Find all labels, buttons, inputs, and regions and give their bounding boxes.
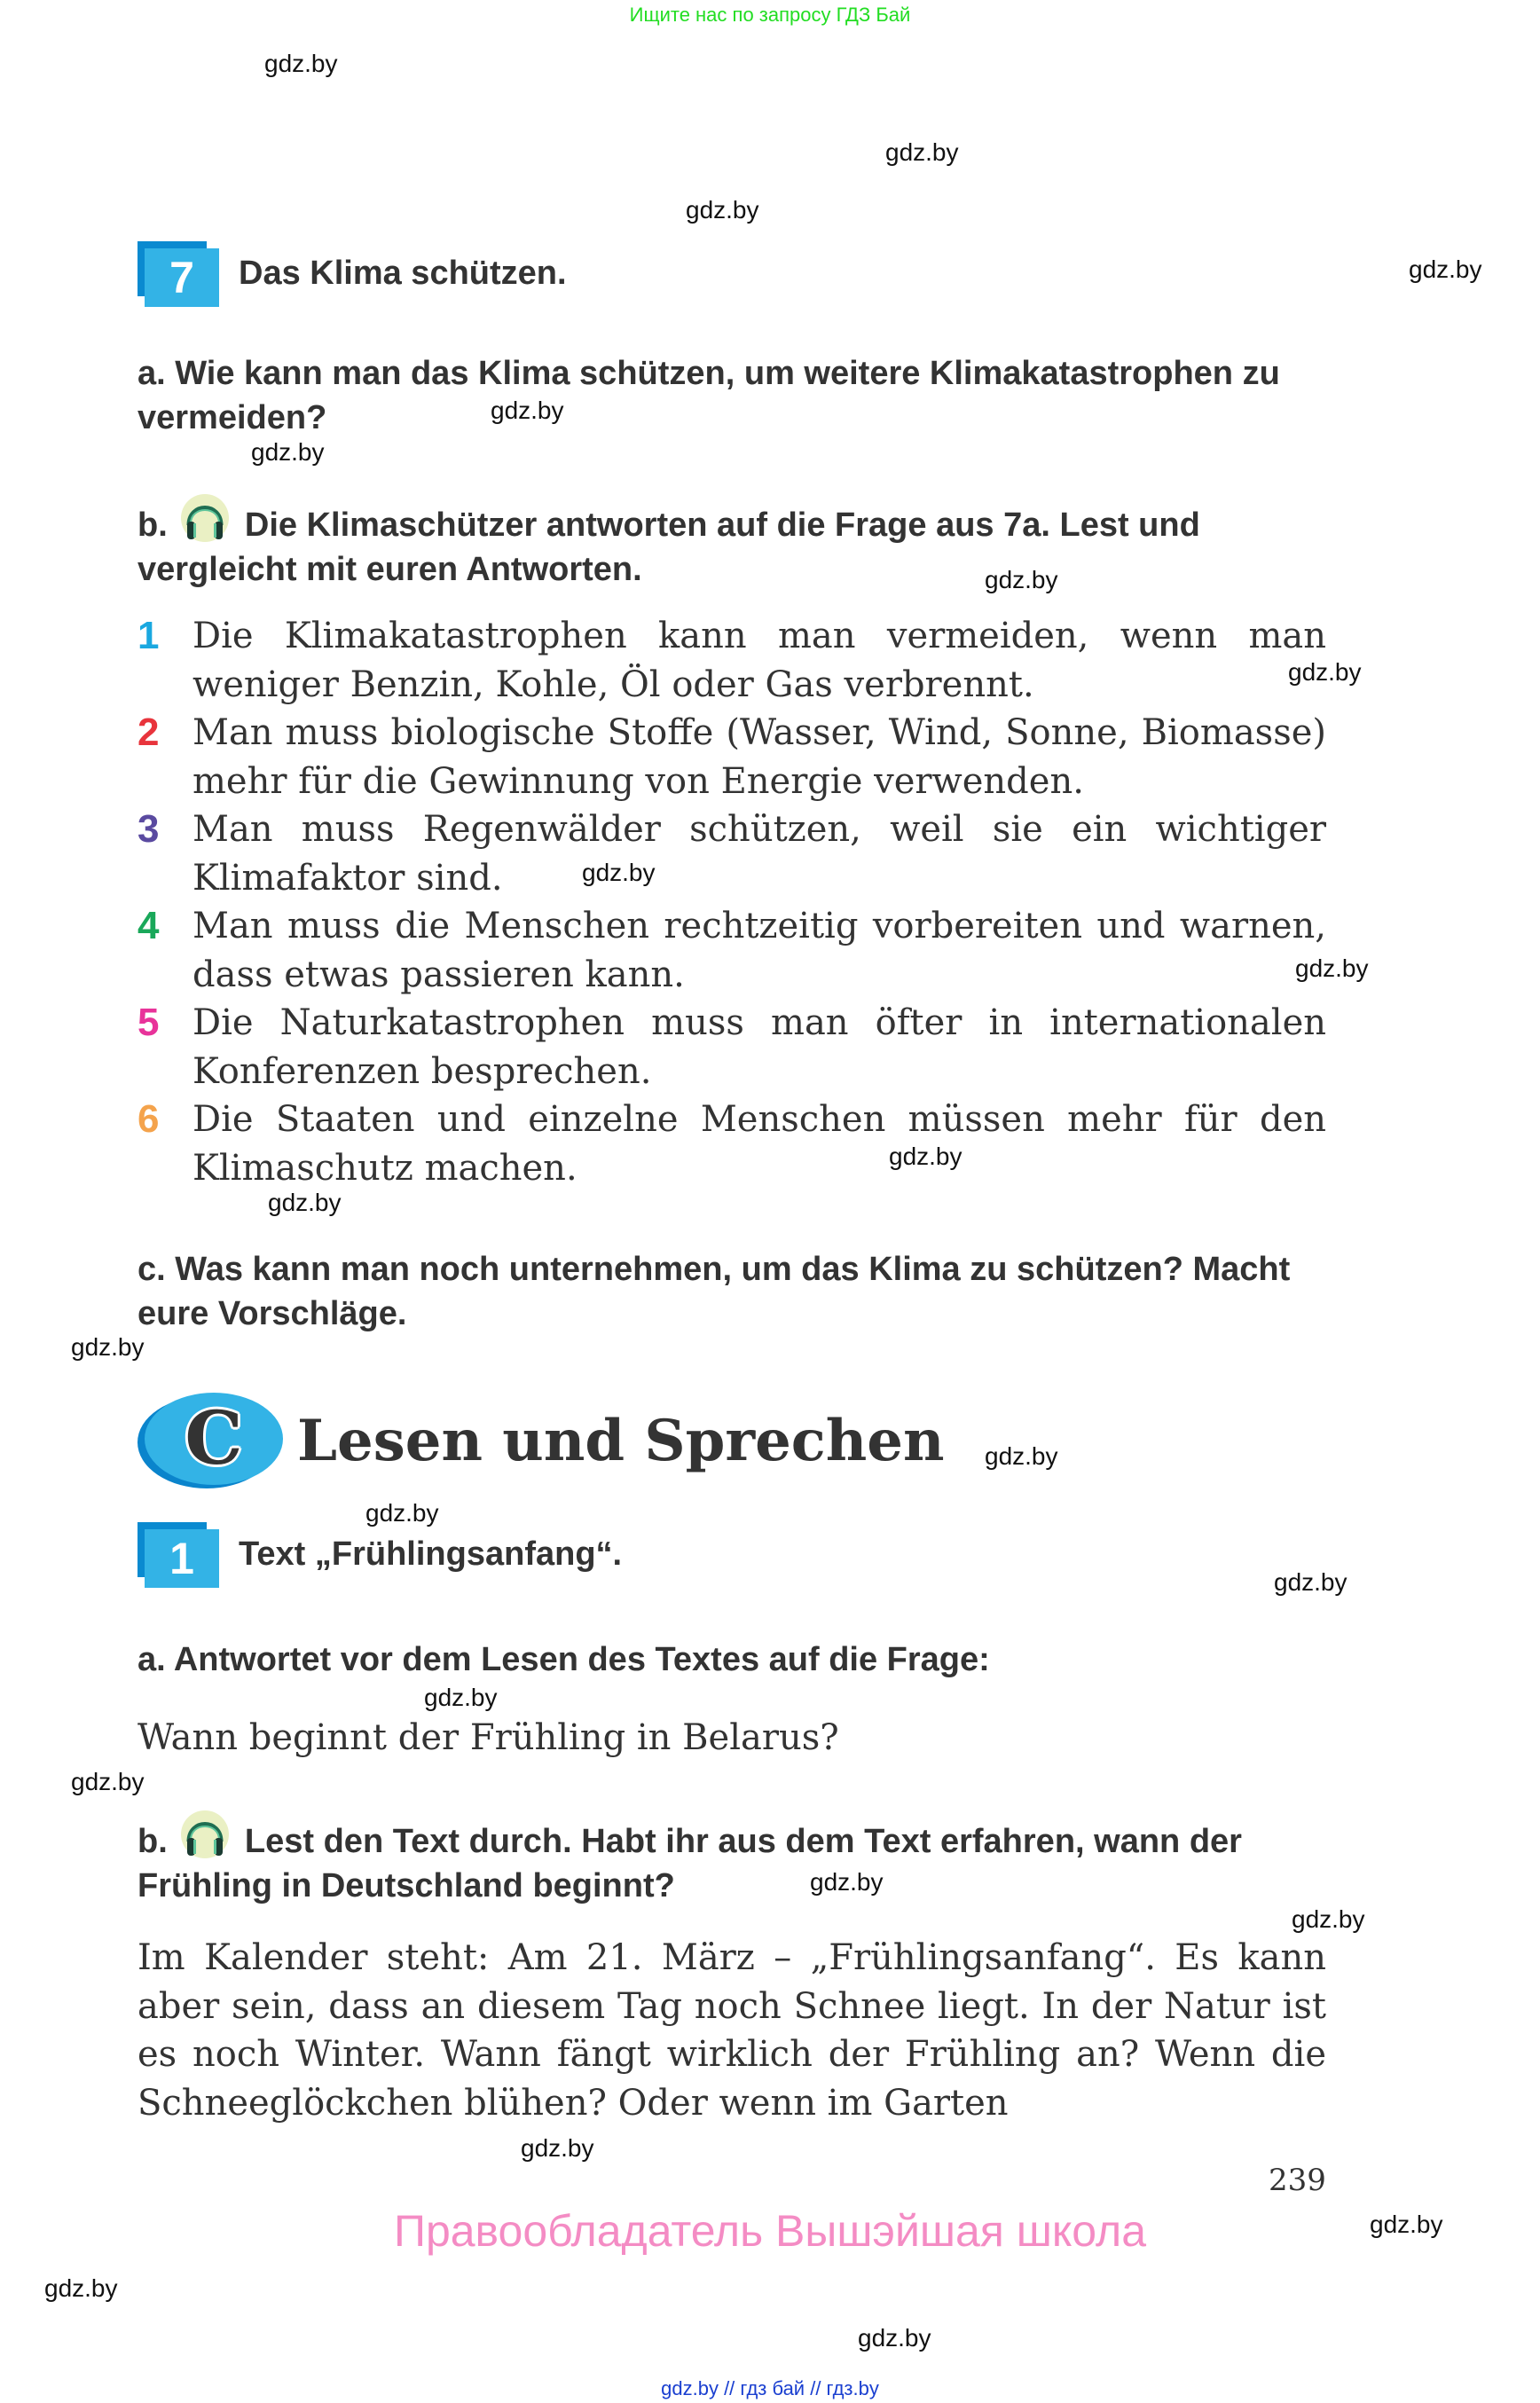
watermark: gdz.by — [1370, 2211, 1443, 2238]
task-number-badge: 1 — [138, 1522, 219, 1586]
task-title: Das Klima schützen. — [239, 254, 567, 292]
watermark: gdz.by — [1274, 1568, 1348, 1596]
task-7a-instruction: a. Wie kann man das Klima schützen, um weitere Klimakatastrophen zu vermeiden? — [138, 355, 1280, 436]
answer-list — [138, 612, 1326, 1192]
task-7-header — [138, 241, 567, 305]
section-header — [138, 1391, 945, 1490]
section-title: Lesen und Sprechen — [297, 1407, 945, 1474]
watermark: gdz.by — [365, 1499, 439, 1527]
watermark: gdz.by — [268, 1189, 342, 1216]
watermark: gdz.by — [71, 1768, 145, 1795]
section-letter-badge: C — [138, 1391, 283, 1490]
list-item: 6 Die Staaten und einzelne Menschen müssen mehr für den Klimaschutz machen. — [138, 1097, 1326, 1189]
list-item: 3 Man muss Regenwälder schützen, weil sie ein wichtiger Klimafaktor sind. — [138, 807, 1326, 899]
watermark: gdz.by — [1409, 255, 1482, 283]
task-1b-instruction: b. Lest den Text durch. Habt ihr aus dem Text erfahren, wann der Frühling in Deutschland beginnt? — [138, 1810, 1326, 1908]
watermark: gdz.by — [885, 138, 959, 166]
question-text: Wann beginnt der Frühling in Belarus? — [138, 1717, 839, 1758]
watermark: gdz.by — [686, 196, 759, 224]
task-title: Text „Frühlingsanfang“. — [239, 1535, 623, 1573]
watermark: gdz.by — [264, 50, 338, 77]
watermark: gdz.by — [1292, 1905, 1365, 1933]
top-banner: Ищите нас по запросу ГДЗ Бай — [629, 4, 911, 26]
watermark: gdz.by — [889, 1143, 962, 1170]
copyright-notice: Правообладатель Вышэйшая школа — [394, 2206, 1146, 2256]
task-7c-instruction: c. Was kann man noch unternehmen, um das Klima zu schützen? Macht eure Vorschläge. — [138, 1251, 1291, 1332]
list-item: 5 Die Naturkatastrophen muss man öfter in internationalen Konferenzen besprechen. — [138, 1001, 1326, 1092]
task-7b-instruction: b. Die Klimaschützer antworten auf die Frage aus 7a. Lest und vergleicht mit euren Antworten. — [138, 493, 1326, 592]
watermark: gdz.by — [44, 2274, 118, 2302]
watermark: gdz.by — [810, 1868, 884, 1896]
watermark: gdz.by — [251, 438, 325, 466]
watermark: gdz.by — [1288, 658, 1362, 686]
reading-text: Im Kalender steht: Am 21. März – „Frühlingsanfang“. Es kann aber sein, dass an diesem Tag noch Schnee liegt. In der Natur ist es noch Winter. Wann fängt wirklich der Frühling an? Wenn die Schneeglöckchen blühen? Oder wenn im Garten — [138, 1937, 1326, 2124]
task-number-badge: 7 — [138, 241, 219, 305]
watermark: gdz.by — [582, 859, 656, 886]
task-1-header — [138, 1522, 622, 1586]
watermark: gdz.by — [1295, 954, 1369, 982]
page-number: 239 — [1269, 2163, 1326, 2198]
watermark: gdz.by — [985, 1442, 1058, 1470]
list-item: 1 Die Klimakatastrophen kann man vermeiden, wenn man weniger Benzin, Kohle, Öl oder Gas verbrennt. — [138, 614, 1326, 705]
list-item: 4 Man muss die Menschen rechtzeitig vorbereiten und warnen, dass etwas passieren kann. — [138, 904, 1326, 995]
watermark: gdz.by — [424, 1684, 498, 1711]
bottom-links[interactable]: gdz.by // гдз бай // гдз.by — [661, 2377, 879, 2399]
watermark: gdz.by — [858, 2324, 931, 2352]
list-item: 2 Man muss biologische Stoffe (Wasser, Wind, Sonne, Biomasse) mehr für die Gewinnung von Energie verwenden. — [138, 711, 1326, 802]
watermark: gdz.by — [521, 2134, 594, 2162]
watermark: gdz.by — [71, 1333, 145, 1361]
watermark: gdz.by — [491, 397, 564, 424]
task-1a-instruction: a. Antwortet vor dem Lesen des Textes auf die Frage: — [138, 1641, 990, 1678]
headphones-icon[interactable] — [180, 1810, 230, 1859]
watermark: gdz.by — [985, 566, 1058, 593]
headphones-icon[interactable] — [180, 493, 230, 543]
